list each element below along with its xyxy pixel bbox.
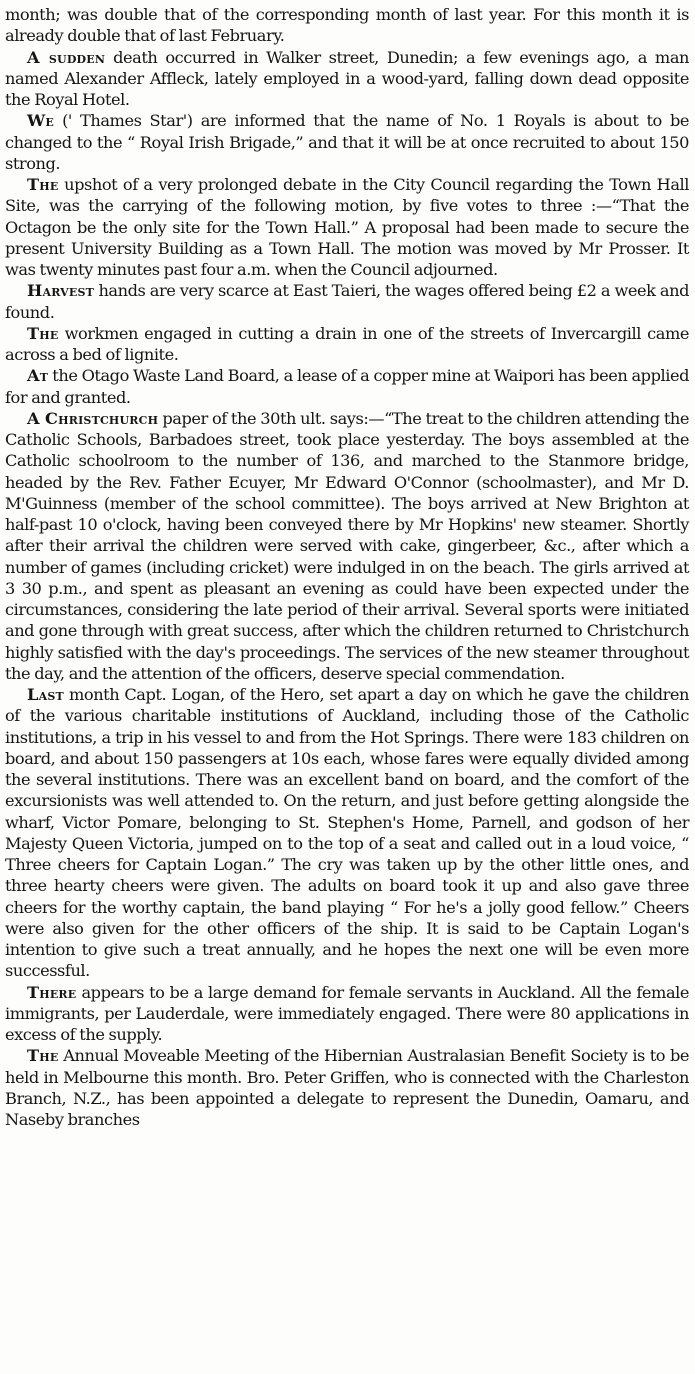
paragraph-text: hands are very scarce at East Taieri, the wages offered being £2 a week and found. [5, 281, 689, 322]
news-paragraph-3 [5, 110, 689, 174]
news-paragraph-6 [5, 323, 689, 366]
paragraph-lead: Harvest [27, 281, 95, 301]
news-paragraph-10 [5, 982, 689, 1046]
news-paragraph-2 [5, 47, 689, 111]
paragraph-lead: A Christchurch [27, 408, 159, 428]
paragraph-text: death occurred in Walker street, Dunedin; a few evenings ago, a man named Alexander Affleck, lately employed in a wood-yard, falling down dead opposite the Royal Hotel. [5, 47, 689, 109]
paragraph-lead: Last [27, 685, 64, 704]
paragraph-text: the Otago Waste Land Board, a lease of a copper mine at Waipori has been applied for and granted. [5, 366, 689, 407]
paragraph-lead: There [27, 982, 77, 1002]
news-paragraph-1 [5, 4, 689, 47]
paragraph-text: appears to be a large demand for female servants in Auckland. All the female immigrants, per Lauderdale, were immediately engaged. There were 80 applications in excess of the supply. [5, 982, 689, 1044]
paragraph-text: month; was double that of the corresponding month of last year. For this month it is already double that of last February. [5, 5, 689, 46]
news-paragraph-4 [5, 174, 689, 280]
news-paragraph-7 [5, 365, 689, 408]
news-paragraph-5 [5, 280, 689, 323]
news-paragraph-8 [5, 408, 689, 684]
paragraph-text: Annual Moveable Meeting of the Hibernian Australasian Benefit Society is to be held in Melbourne this month. Bro. Peter Griffen, who is connected with the Charleston Branch, N.Z., has been appointed a delegate to represent the Dunedin, Oamaru, and Naseby branches [5, 1046, 689, 1129]
paragraph-lead: At [27, 366, 49, 386]
news-paragraph-9 [5, 684, 689, 982]
paragraph-lead: We [27, 111, 54, 131]
paragraph-text: paper of the 30th ult. says:—“The treat to the children attending the Catholic Schools, Barbadoes street, took place yesterday. The boys assembled at the Catholic schoolroom to the number of 136, and marched to the Stanmore bridge, headed by the Rev. Father Ecuyer, Mr Edward O'Connor (schoolmaster), and Mr D. M'Guinness (member of the school committee). The boys arrived at New Brighton at half-past 10 o'clock, having been conveyed there by Mr Hopkins' new steamer. Shortly after their arrival the children were served with cake, gingerbeer, &c., after which a number of games (including cricket) were indulged in on the beach. The girls arrived at 3 30 p.m., and spent as pleasant an evening as could have been expected under the circumstances, considering the late period of their arrival. Several sports were initiated and gone through with great success, after which the children returned to Christchurch highly satisfied with the day's proceedings. The services of the new steamer throughout the day, and the attention of the officers, deserve special commendation. [5, 408, 690, 683]
paragraph-lead: A sudden [27, 47, 106, 67]
paragraph-text: upshot of a very prolonged debate in the City Council regarding the Town Hall Site, was the carrying of the following motion, by five votes to three :—“That the Octagon be the only site for the Town Hall.” A proposal had been made to secure the present University Building as a Town Hall. The motion was moved by Mr Prosser. It was twenty minutes past four a.m. when the Council adjourned. [5, 175, 689, 279]
paragraph-text: workmen engaged in cutting a drain in one of the streets of Invercargill came across a bed of lignite. [5, 323, 689, 364]
paragraph-text: (' Thames Star') are informed that the name of No. 1 Royals is about to be changed to the “ Royal Irish Brigade,” and that it will be at once recruited to about 150 strong. [5, 111, 689, 173]
paragraph-text: month Capt. Logan, of the Hero, set apart a day on which he gave the children of the various charitable institutions of Auckland, including those of the Catholic institutions, a trip in his vessel to and from the Hot Springs. There were 183 children on board, and about 150 passengers at 10s each, whose fares were equally divided among the several institutions. There was an excellent band on board, and the comfort of the excursionists was well attended to. On the return, and just before getting alongside the wharf, Victor Pomare, belonging to St. Stephen's Home, Parnell, and godson of her Majesty Queen Victoria, jumped on to the top of a seat and called out in a loud voice, “ Three cheers for Captain Logan.” The cry was taken up by the other little ones, and three hearty cheers were given. The adults on board took it up and also gave three cheers for the worthy captain, the band playing “ For he's a jolly good fellow.” Cheers were also given for the other officers of the ship. It is said to be Captain Logan's intention to give such a treat annually, and he hopes the next one will be even more successful. [5, 685, 689, 981]
paragraph-lead: The [27, 1046, 59, 1066]
paragraph-lead: The [27, 175, 59, 194]
paragraph-lead: The [27, 323, 59, 343]
news-paragraph-11 [5, 1045, 689, 1130]
